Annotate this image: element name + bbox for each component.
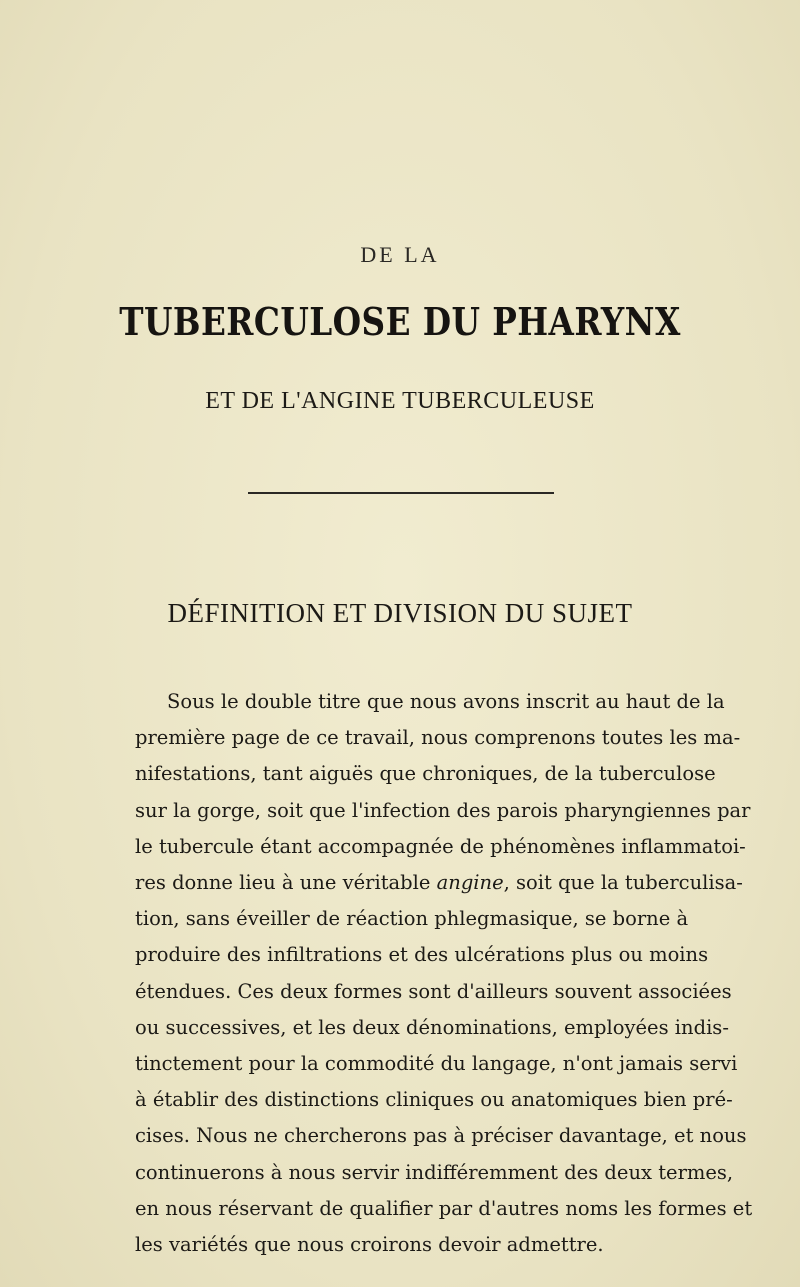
paragraph-line: étendues. Ces deux formes sont d'ailleurs souvent associées bbox=[135, 979, 732, 1003]
paragraph-line: ou successives, et les deux dénominations, employées indis- bbox=[135, 1015, 729, 1039]
paragraph-line: à établir des distinctions cliniques ou anatomiques bien pré- bbox=[135, 1088, 733, 1112]
paragraph-line: Sous le double titre que nous avons inscrit au haut de la bbox=[167, 690, 725, 713]
paragraph-line: continuerons à nous servir indifféremment des deux termes, bbox=[135, 1160, 734, 1184]
paragraph-line: les variétés que nous croirons devoir admettre. bbox=[135, 1233, 604, 1257]
body-paragraph bbox=[135, 684, 753, 1263]
paragraph-line: produire des infiltrations et des ulcérations plus ou moins bbox=[135, 943, 709, 967]
subtitle: ET DE L'ANGINE TUBERCULEUSE bbox=[205, 388, 595, 414]
paragraph-line: sur la gorge, soit que l'infection des parois pharyngiennes par bbox=[135, 798, 751, 822]
paragraph-line: le tubercule étant accompagnée de phénomènes inflammatoi- bbox=[135, 834, 746, 858]
paragraph-line-with-italic bbox=[135, 865, 743, 901]
page-title: TUBERCULOSE DU PHARYNX bbox=[119, 299, 681, 344]
paragraph-line: tinctement pour la commodité du langage, n'ont jamais servi bbox=[135, 1052, 738, 1076]
line-text-after: , soit que la tuberculisa- bbox=[503, 871, 743, 895]
paragraph-line: première page de ce travail, nous comprenons toutes les ma- bbox=[135, 726, 741, 750]
italic-term: angine bbox=[436, 871, 504, 895]
paragraph-line: cises. Nous ne chercherons pas à préciser davantage, et nous bbox=[135, 1124, 747, 1148]
divider-rule bbox=[248, 492, 554, 494]
paragraph-line: tion, sans éveiller de réaction phlegmasique, se borne à bbox=[135, 907, 689, 931]
pre-title: DE LA bbox=[360, 242, 440, 267]
line-text-before: res donne lieu à une véritable bbox=[135, 871, 437, 895]
section-heading: DÉFINITION ET DIVISION DU SUJET bbox=[167, 598, 633, 628]
paragraph-line: en nous réservant de qualifier par d'autres noms les formes et bbox=[135, 1196, 753, 1220]
paragraph-line: nifestations, tant aiguës que chroniques, de la tuberculose bbox=[135, 762, 716, 786]
